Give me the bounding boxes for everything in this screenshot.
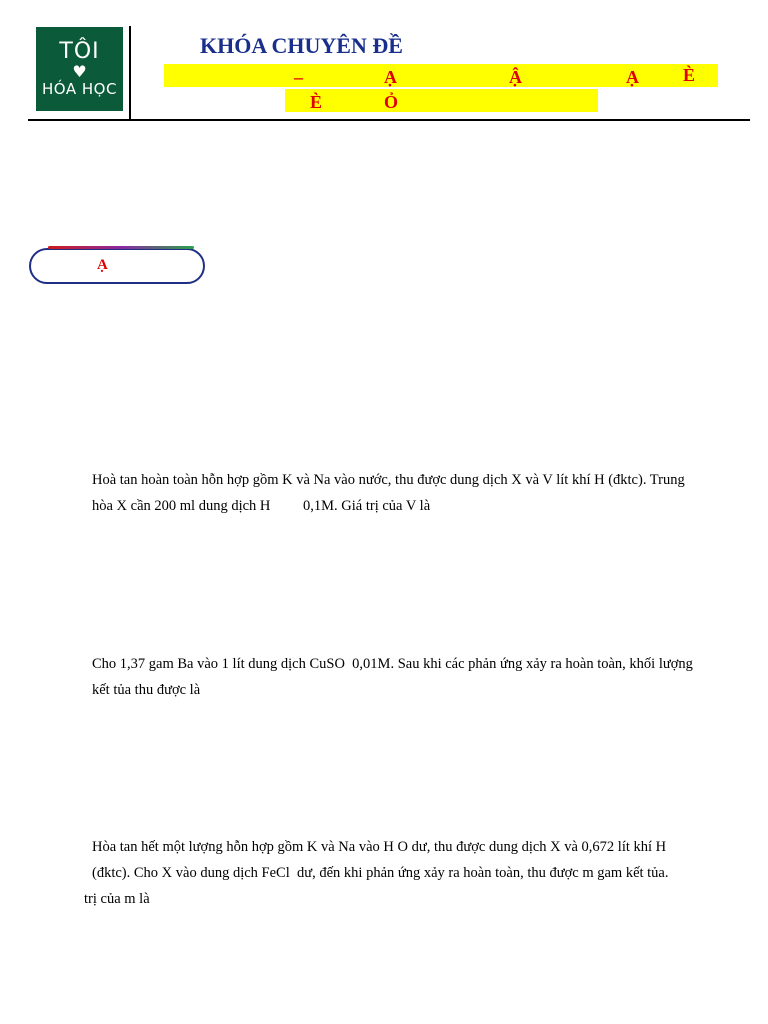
highlight-bar-2 <box>285 89 598 112</box>
header-vertical-divider <box>129 26 131 120</box>
section-badge <box>29 248 205 284</box>
question-2 <box>92 651 740 703</box>
question-text-line: Cho 1,37 gam Ba vào 1 lít dung dịch CuSO 0,01M. Sau khi các phản ứng xảy ra hoàn toàn, khối lượng <box>92 656 693 672</box>
logo-line-1: TÔI <box>59 39 100 65</box>
header-fragment: Ạ <box>384 67 397 87</box>
section-badge-label: Ạ <box>97 257 108 273</box>
logo-line-2: HÓA HỌC <box>42 80 117 99</box>
question-text-line: trị của m là <box>84 891 150 907</box>
header-fragment: Ạ <box>626 67 639 87</box>
section-badge-accent <box>48 246 194 249</box>
header-fragment: Ỏ <box>384 92 399 112</box>
question-text-line: hòa X cần 200 ml dung dịch H 0,1M. Giá trị của V là <box>92 498 431 514</box>
header-fragment: È <box>310 92 323 112</box>
heart-icon: ♥ <box>72 62 87 82</box>
question-text-line: (đktc). Cho X vào dung dịch FeCl dư, đến khi phản ứng xảy ra hoàn toàn, thu được m gam kết tủa. <box>92 865 669 881</box>
question-1 <box>92 467 740 519</box>
logo <box>36 27 123 111</box>
question-text-line: Hoà tan hoàn toàn hỗn hợp gồm K và Na vào nước, thu được dung dịch X và V lít khí H (đktc). Trung <box>92 472 685 488</box>
question-text-line: Hòa tan hết một lượng hỗn hợp gồm K và Na vào H O dư, thu được dung dịch X và 0,672 lít khí H <box>92 839 667 855</box>
course-title: KHÓA CHUYÊN ĐỀ <box>200 33 403 58</box>
header-horizontal-divider <box>28 119 750 121</box>
question-3 <box>84 834 740 912</box>
header-fragment: Ậ <box>509 67 522 87</box>
header-fragment: È <box>683 65 696 85</box>
header-fragment: – <box>294 67 303 87</box>
question-text-line: kết tủa thu được là <box>92 682 201 698</box>
